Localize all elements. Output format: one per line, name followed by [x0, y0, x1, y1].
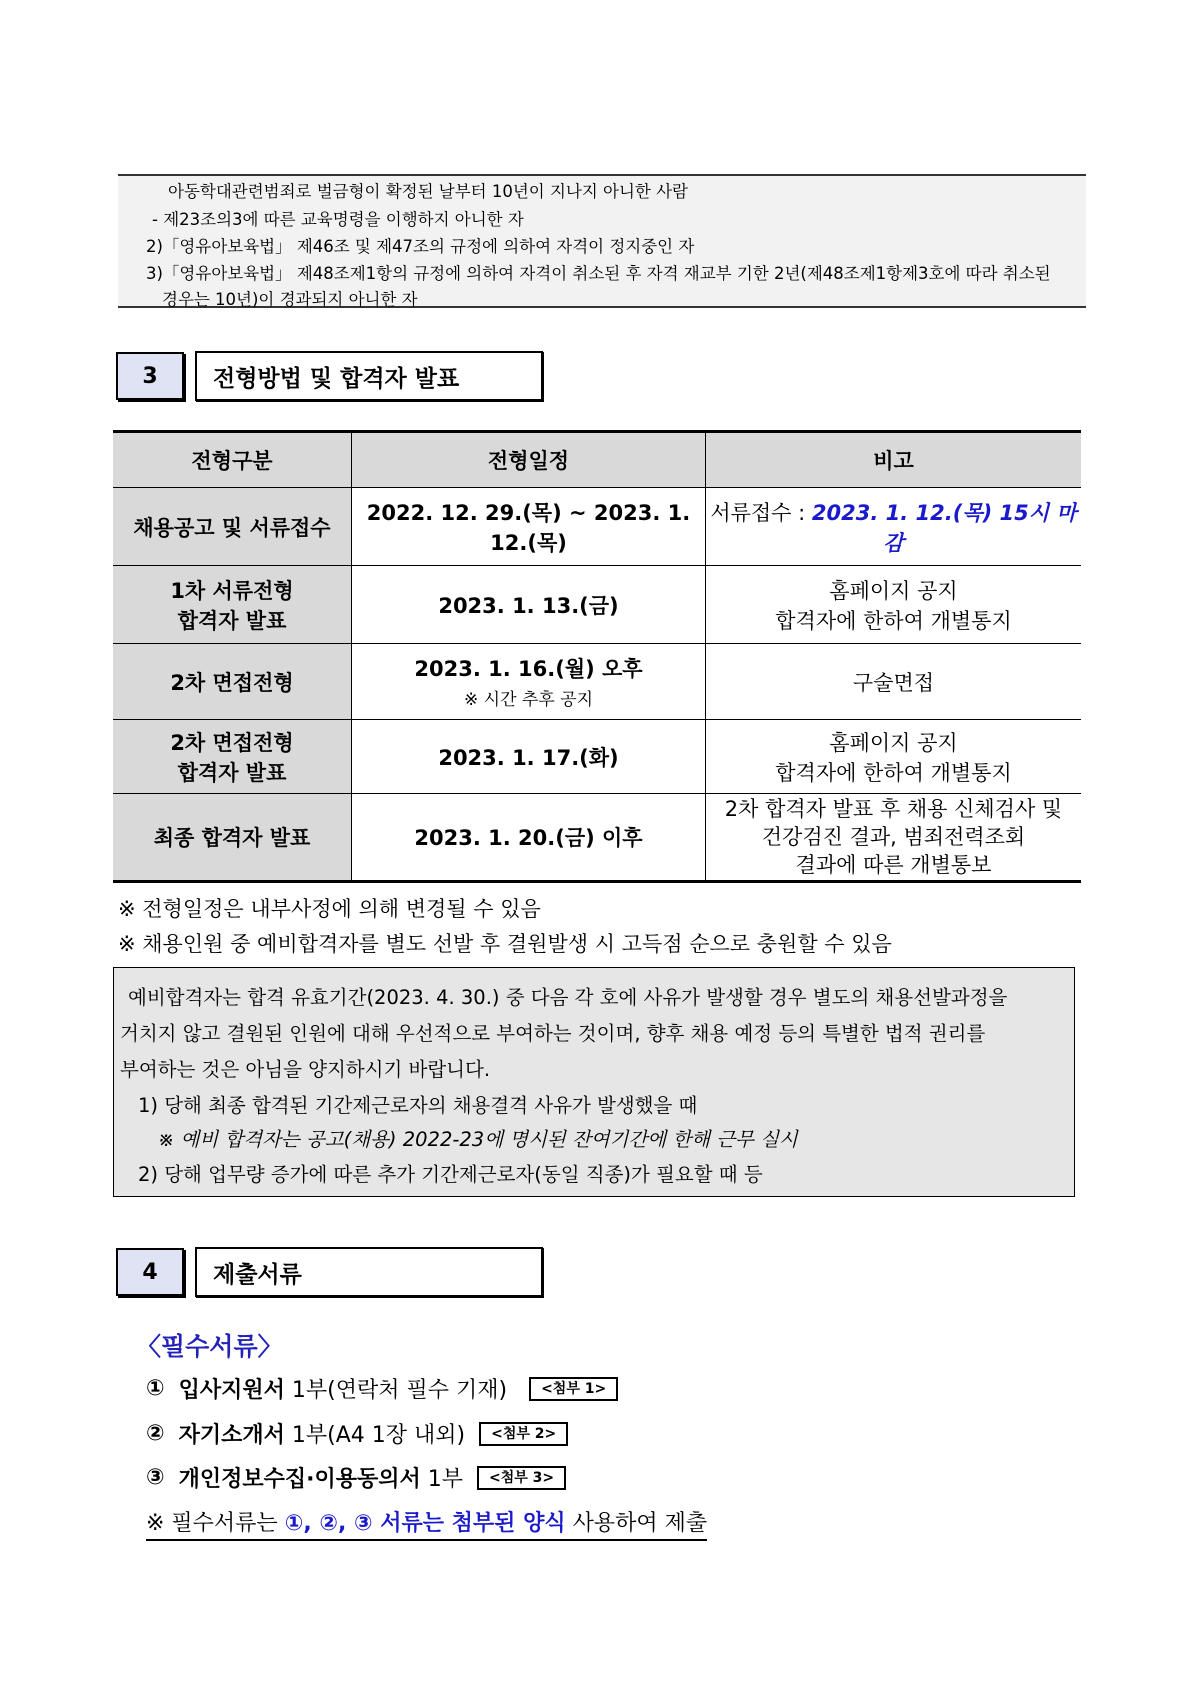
note-line: 합격자에 한하여 개별통지 — [775, 608, 1012, 633]
continuation-line: 2)「영유아보육법」 제46조 및 제47조의 규정에 의하여 자격이 정지중인 자 — [146, 237, 695, 256]
note-line: 홈페이지 공지 — [829, 730, 958, 755]
doc-name: 입사지원서 — [178, 1378, 285, 1403]
required-doc-item — [146, 1462, 566, 1493]
table-header-row — [113, 432, 1081, 488]
date-cell: 2023. 1. 20.(금) 이후 — [352, 794, 706, 882]
reserve-line: 2) 당해 업무량 증가에 따른 추가 기간제근로자(동일 직종)가 필요할 때 등 — [138, 1163, 763, 1186]
item-number: ③ — [146, 1465, 165, 1490]
doc-desc: 1부(연락처 필수 기재) — [291, 1378, 508, 1403]
stage-line: 2차 면접전형 — [170, 730, 294, 755]
note-highlight: ①, ②, ③ 서류는 첨부된 양식 — [284, 1511, 566, 1536]
section-title: 전형방법 및 합격자 발표 — [195, 351, 543, 401]
doc-desc: 1부 — [427, 1467, 464, 1492]
stage-cell — [113, 566, 352, 644]
table-row — [113, 488, 1081, 566]
schedule-note: ※ 전형일정은 내부사정에 의해 변경될 수 있음 — [118, 897, 541, 921]
attachment-tag: <첨부 2> — [479, 1422, 568, 1446]
note-line: 홈페이지 공지 — [829, 578, 958, 603]
submission-note — [146, 1506, 707, 1541]
note-cell — [706, 720, 1082, 794]
continuation-line: 3)「영유아보육법」 제48조제1항의 규정에 의하여 자격이 취소된 후 자격 재교부 기한 2년(제48조제1항제3호에 따라 취소된 — [146, 264, 1051, 283]
section-number: 4 — [116, 1248, 184, 1296]
note-text: ※ 필수서류는 — [146, 1511, 285, 1536]
schedule-table — [113, 430, 1081, 883]
note-cell — [706, 794, 1082, 882]
stage-line: 합격자 발표 — [177, 608, 287, 633]
reserve-note: ※ 예비 합격자는 공고(채용) 2022-23에 명시된 잔여기간에 한해 근무 실시 — [158, 1128, 798, 1151]
stage-cell: 2차 면접전형 — [113, 644, 352, 720]
deadline-highlight: 2023. 1. 12.(목) 15시 마감 — [811, 500, 1077, 555]
continuation-line: 경우는 10년)이 경과되지 아니한 자 — [162, 290, 418, 309]
date-cell: 2023. 1. 13.(금) — [352, 566, 706, 644]
required-doc-item — [146, 1418, 568, 1449]
reserve-line: 부여하는 것은 아님을 양지하시기 바랍니다. — [120, 1058, 491, 1081]
continuation-line: - 제23조의3에 따른 교육명령을 이행하지 아니한 자 — [152, 210, 524, 229]
reserve-line: 예비합격자는 합격 유효기간(2023. 4. 30.) 중 다음 각 호에 사유가 발생할 경우 별도의 채용선발과정을 — [128, 986, 1008, 1009]
note-text: 사용하여 제출 — [565, 1511, 708, 1536]
date-subnote: ※ 시간 추후 공지 — [464, 690, 593, 710]
doc-name: 자기소개서 — [178, 1423, 285, 1448]
table-row — [113, 566, 1081, 644]
note-text: 서류접수 : — [710, 500, 812, 525]
note-line: 결과에 따른 개별통보 — [795, 853, 992, 877]
table-row — [113, 720, 1081, 794]
stage-line: 합격자 발표 — [177, 760, 287, 785]
stage-cell: 채용공고 및 서류접수 — [113, 488, 352, 566]
required-docs-title: 〈필수서류〉 — [136, 1332, 283, 1361]
attachment-tag: <첨부 3> — [477, 1466, 566, 1490]
stage-cell — [113, 720, 352, 794]
table-row — [113, 644, 1081, 720]
continuation-line: 아동학대관련범죄로 벌금형이 확정된 날부터 10년이 지나지 아니한 사람 — [168, 182, 688, 201]
reserve-candidate-box — [113, 967, 1075, 1197]
note-cell — [706, 488, 1082, 566]
section-title: 제출서류 — [195, 1247, 543, 1297]
column-header: 전형구분 — [113, 432, 352, 488]
eligibility-continuation-box — [118, 174, 1086, 308]
date-line: 2023. 1. 16.(월) 오후 — [414, 657, 643, 681]
note-line: 합격자에 한하여 개별통지 — [775, 760, 1012, 785]
doc-name: 개인정보수집·이용동의서 — [178, 1467, 421, 1492]
reserve-line: 1) 당해 최종 합격된 기간제근로자의 채용결격 사유가 발생했을 때 — [138, 1094, 698, 1117]
note-cell: 구술면접 — [706, 644, 1082, 720]
note-cell — [706, 566, 1082, 644]
note-line: 건강검진 결과, 범죄전력조회 — [761, 825, 1026, 849]
doc-desc: 1부(A4 1장 내외) — [291, 1423, 466, 1448]
item-number: ① — [146, 1376, 165, 1401]
required-doc-item — [146, 1373, 618, 1404]
reserve-line: 거치지 않고 결원된 인원에 대해 우선적으로 부여하는 것이며, 향후 채용 예정 등의 특별한 법적 권리를 — [120, 1022, 986, 1045]
date-cell — [352, 644, 706, 720]
item-number: ② — [146, 1421, 165, 1446]
stage-line: 1차 서류전형 — [170, 578, 294, 603]
note-line: 2차 합격자 발표 후 채용 신체검사 및 — [724, 797, 1063, 821]
date-cell: 2023. 1. 17.(화) — [352, 720, 706, 794]
table-row — [113, 794, 1081, 882]
attachment-tag: <첨부 1> — [529, 1377, 618, 1401]
section-number: 3 — [116, 352, 184, 400]
stage-cell: 최종 합격자 발표 — [113, 794, 352, 882]
column-header: 비고 — [706, 432, 1082, 488]
date-cell: 2022. 12. 29.(목) ~ 2023. 1. 12.(목) — [352, 488, 706, 566]
schedule-note: ※ 채용인원 중 예비합격자를 별도 선발 후 결원발생 시 고득점 순으로 충원할 수 있음 — [118, 932, 892, 956]
column-header: 전형일정 — [352, 432, 706, 488]
